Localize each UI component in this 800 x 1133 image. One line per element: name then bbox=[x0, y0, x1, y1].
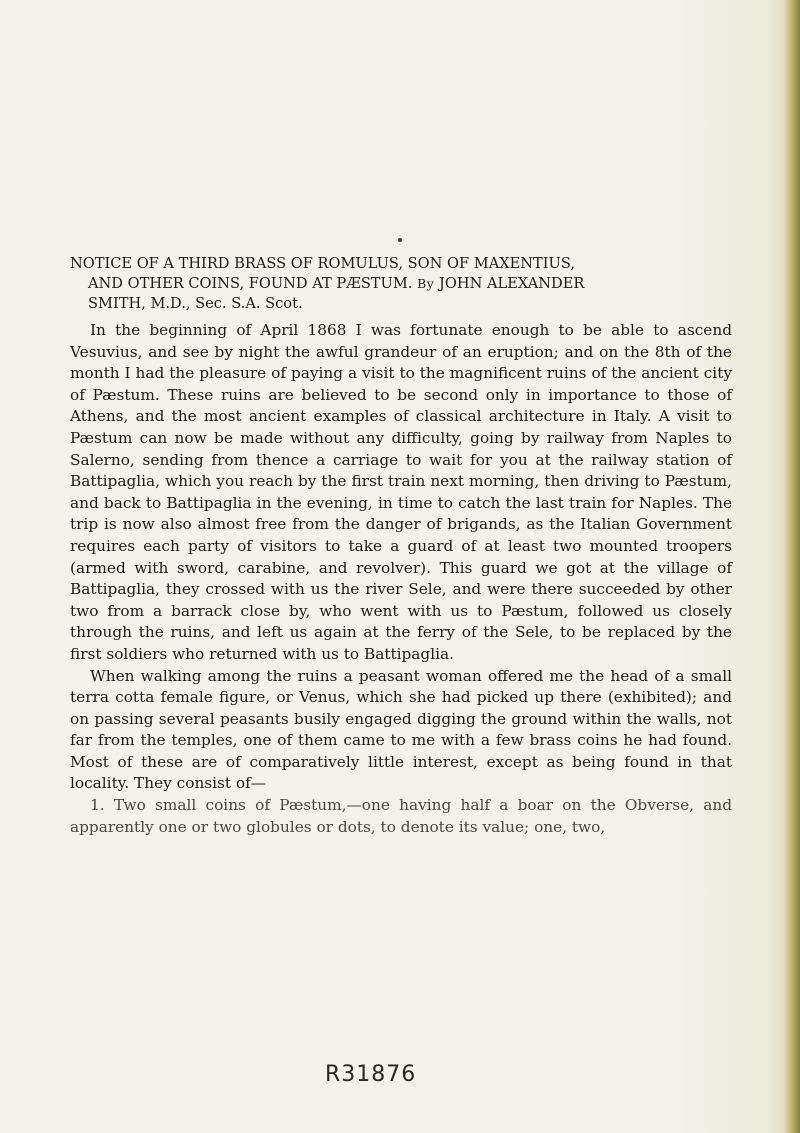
heading-line-2 bbox=[70, 274, 728, 294]
heading-by: By bbox=[417, 276, 435, 291]
article-body bbox=[70, 320, 732, 838]
library-stamp: R31876 bbox=[325, 1062, 417, 1087]
heading-line-1: NOTICE OF A THIRD BRASS OF ROMULUS, SON OF MAXENTIUS, bbox=[70, 255, 575, 272]
heading-line-3: SMITH, M.D., Sec. S.A. Scot. bbox=[88, 295, 303, 312]
paragraph-2: When walking among the ruins a peasant woman offered me the head of a small terra cotta female figure, or Venus, which she had picked up there (exhibited); and on passing several peasants busily engaged digging the ground within the walls, not far from the temples, one of them came to me with a few brass coins he had found. Most of these are of comparatively little interest, except as being found in that locality. They consist of— bbox=[70, 666, 732, 793]
page-edge-shadow bbox=[784, 0, 800, 1133]
article-heading bbox=[70, 254, 728, 314]
printer-mark bbox=[398, 238, 402, 242]
paragraph-1: In the beginning of April 1868 I was fortunate enough to be able to ascend Vesuvius, and see by night the awful grandeur of an eruption; and on the 8th of the month I had the pleasure of paying a visit to the magnificent ruins of the ancient city of Pæstum. These ruins are believed to be second only in importance to those of Athens, and the most ancient examples of classical architecture in Italy. A visit to Pæstum can now be made without any difficulty, going by railway from Naples to Salerno, sending from thence a carriage to wait for you at the railway station of Battipaglia, which you reach by the first train next morning, then driving to Pæstum, and back to Battipaglia in the evening, in time to catch the last train for Naples. The trip is now also almost free from the danger of brigands, as the Italian Government requires each party of visitors to take a guard of at least two mounted troopers (armed with sword, carabine, and revolver). This guard we got at the village of Battipaglia, they crossed with us the river Sele, and were there succeeded by other two from a barrack close by, who went with us to Pæstum, followed us closely through the ruins, and left us again at the ferry of the Sele, to be replaced by the first soldiers who returned with us to Battipaglia. bbox=[70, 321, 732, 663]
paragraph-3: 1. Two small coins of Pæstum,—one having half a boar on the Obverse, and apparently one or two globules or dots, to denote its value; one, two, bbox=[70, 796, 732, 836]
heading-author: JOHN ALEXANDER bbox=[439, 275, 585, 292]
heading-line-2-title: AND OTHER COINS, FOUND AT PÆSTUM. bbox=[88, 275, 413, 292]
